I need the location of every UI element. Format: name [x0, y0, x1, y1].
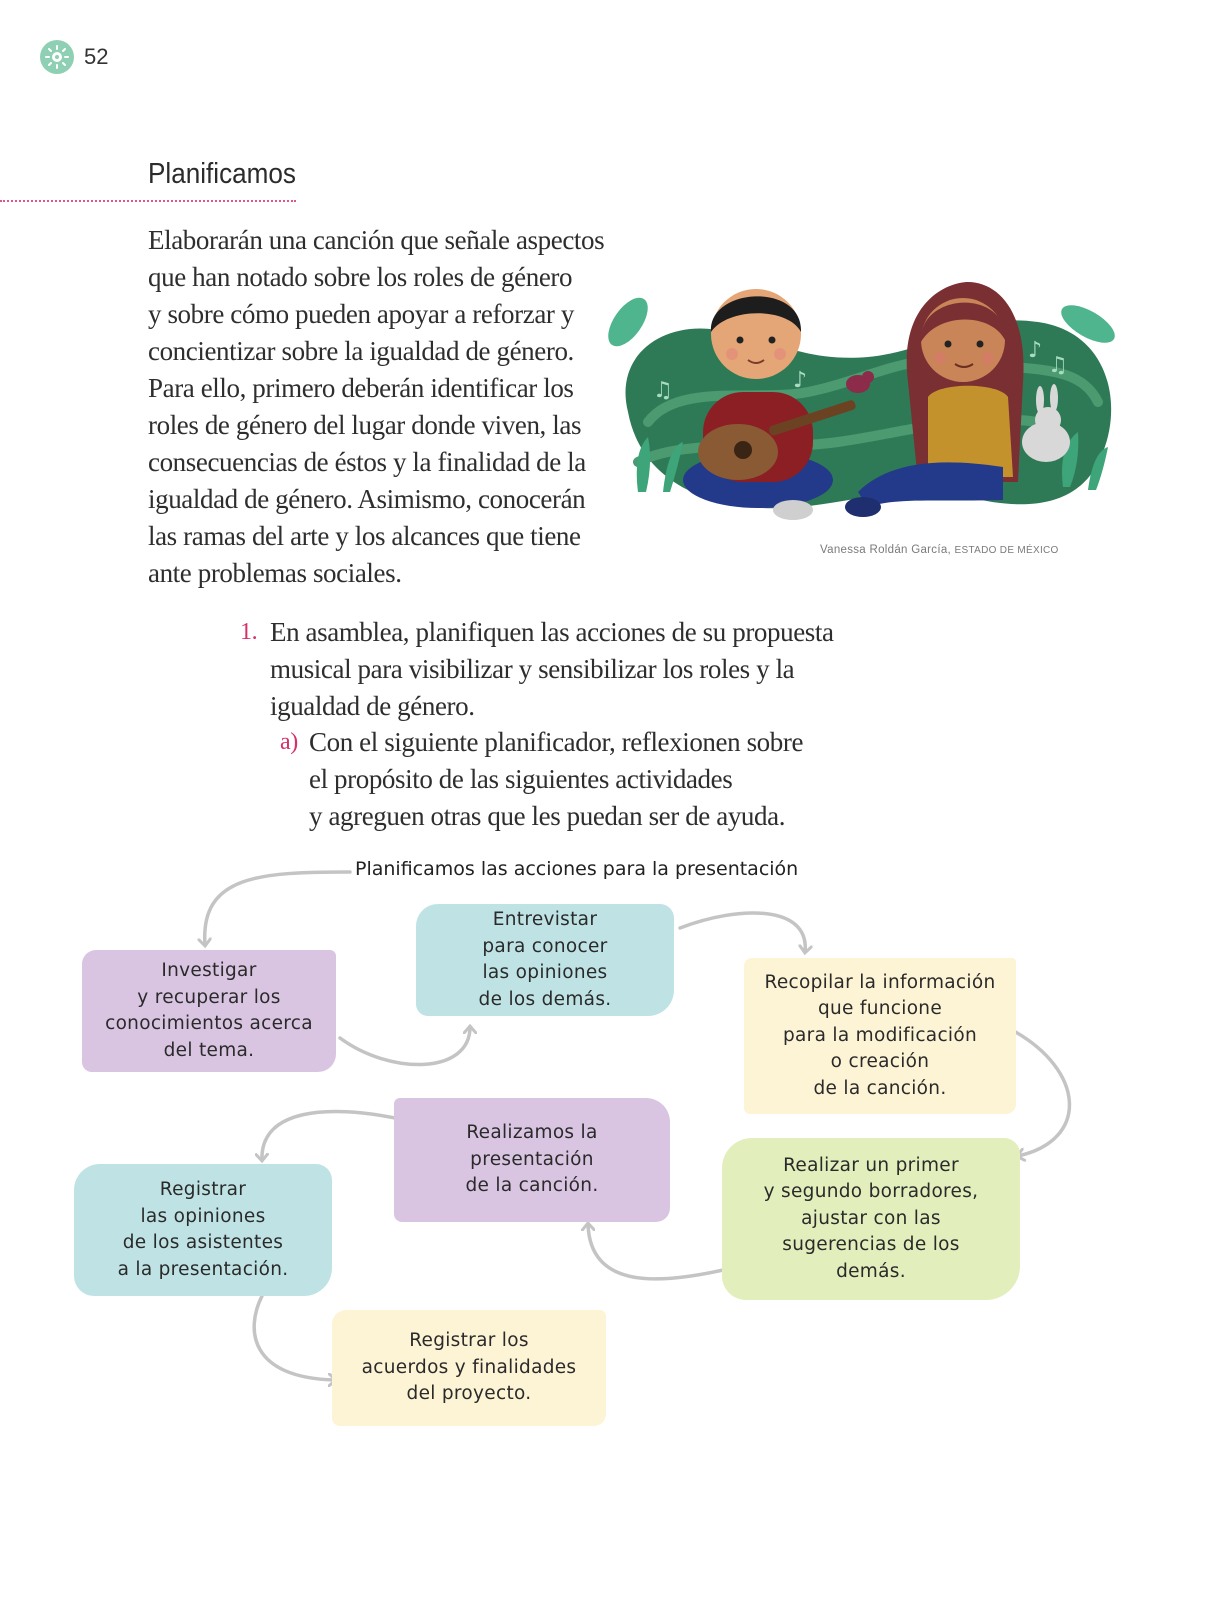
intro-line: que han notado sobre los roles de género	[148, 262, 573, 292]
arrow-entrevistar-to-recopilar	[680, 913, 805, 952]
planner-title: Planificamos las acciones para la presentación	[355, 858, 799, 880]
svg-text:♫: ♫	[653, 378, 673, 403]
arrow-registrar-to-acuerdos	[254, 1296, 335, 1380]
intro-line: roles de género del lugar donde viven, las	[148, 410, 582, 440]
intro-line: igualdad de género. Asimismo, conocerán	[148, 484, 586, 514]
svg-text:♪: ♪	[793, 368, 808, 393]
section-title: Planificamos	[148, 158, 296, 190]
question-marker: a)	[280, 729, 298, 755]
arrow-presentacion-to-registrar	[262, 1112, 395, 1160]
step-presentacion: Realizamos la presentación de la canción.	[394, 1098, 670, 1222]
credit-author: Vanessa Roldán García,	[820, 544, 952, 556]
intro-line: ante problemas sociales.	[148, 558, 402, 588]
question-line: musical para visibilizar y sensibilizar los roles y la	[270, 654, 795, 684]
step-investigar: Investigar y recuperar los conocimientos acerca del tema.	[82, 950, 336, 1072]
step-registrar-acuerdos: Registrar los acuerdos y finalidades del proyecto.	[332, 1310, 606, 1426]
step-borradores: Realizar un primer y segundo borradores, ajustar con las sugerencias de los demás.	[722, 1138, 1020, 1300]
question-line: Con el siguiente planificador, reflexionen sobre	[309, 727, 804, 757]
step-registrar-opiniones: Registrar las opiniones de los asistentes a la presentación.	[74, 1164, 332, 1296]
intro-line: y sobre cómo pueden apoyar a reforzar y	[148, 299, 574, 329]
intro-line: concientizar sobre la igualdad de género.	[148, 336, 574, 366]
page-number: 52	[84, 44, 109, 69]
question-marker: 1.	[240, 619, 258, 645]
question-line: En asamblea, planifiquen las acciones de su propuesta	[270, 617, 834, 647]
intro-line: consecuencias de éstos y la finalidad de la	[148, 447, 586, 477]
svg-text:♪: ♪	[1028, 338, 1043, 363]
arrow-borradores-to-presentacion	[588, 1224, 732, 1279]
intro-line: las ramas del arte y los alcances que tiene	[148, 521, 581, 551]
arrow-title-to-investigar	[205, 872, 350, 945]
question-line: y agreguen otras que les puedan ser de ayuda.	[309, 801, 786, 831]
arrow-recopilar-to-borradores	[1012, 1030, 1069, 1156]
step-entrevistar: Entrevistar para conocer las opiniones de los demás.	[416, 904, 674, 1016]
step-recopilar: Recopilar la información que funcione para la modificación o creación de la canción.	[744, 958, 1016, 1114]
svg-text:♫: ♫	[1048, 353, 1068, 378]
intro-line: Para ello, primero deberán identificar los	[148, 373, 574, 403]
arrow-investigar-to-entrevistar	[340, 1027, 470, 1065]
credit-place: ESTADO DE MÉXICO	[954, 545, 1059, 556]
intro-line: Elaborarán una canción que señale aspectos	[148, 225, 605, 255]
question-line: el propósito de las siguientes actividades	[309, 764, 733, 794]
question-line: igualdad de género.	[270, 691, 475, 721]
